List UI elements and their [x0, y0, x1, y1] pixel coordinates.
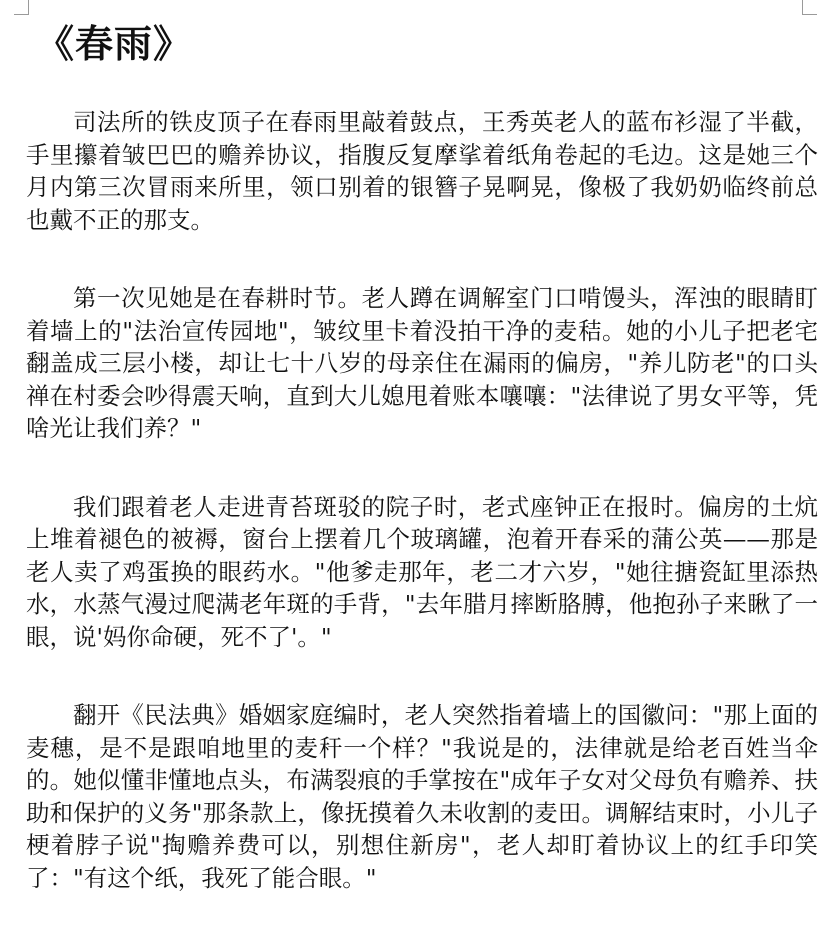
paragraph-4: 翻开《民法典》婚姻家庭编时，老人突然指着墙上的国徽问："那上面的麦穗，是不是跟咱地里的麦秆一个样？"我说是的，法律就是给老百姓当伞的。她似懂非懂地点头，布满裂痕的手掌按在"成年子女对父母负有赡养、扶助和保护的义务"那条款上，像抚摸着久未收割的麦田。调解结束时，小儿子梗着脖子说"掏赡养费可以，别想住新房"，老人却盯着协议上的红手印笑了："有这个纸，我死了能合眼。" — [26, 701, 818, 892]
document-title: 《春雨》 — [36, 22, 193, 66]
paragraph-2: 第一次见她是在春耕时节。老人蹲在调解室门口啃馒头，浑浊的眼睛盯着墙上的"法治宣传园地"，皱纹里卡着没拍干净的麦秸。她的小儿子把老宅翻盖成三层小楼，却让七十八岁的母亲住在漏雨的偏房，"养儿防老"的口头禅在村委会吵得震天响，直到大儿媳甩着账本嚷嚷："法律说了男女平等，凭啥光让我们养？" — [26, 284, 818, 442]
page-corner-mark-right — [802, 0, 817, 15]
paragraph-1: 司法所的铁皮顶子在春雨里敲着鼓点，王秀英老人的蓝布衫湿了半截，手里攥着皱巴巴的赡养协议，指腹反复摩挲着纸角卷起的毛边。这是她三个月内第三次冒雨来所里，领口别着的银簪子晃啊晃，像极了我奶奶临终前总也戴不正的那支。 — [26, 108, 818, 234]
page-corner-mark-left — [14, 0, 29, 15]
document-body — [26, 106, 818, 894]
paragraph-3: 我们跟着老人走进青苔斑驳的院子时，老式座钟正在报时。偏房的土炕上堆着褪色的被褥，窗台上摆着几个玻璃罐，泡着开春采的蒲公英——那是老人卖了鸡蛋换的眼药水。"他爹走那年，老二才六岁，"她往搪瓷缸里添热水，水蒸气漫过爬满老年斑的手背，"去年腊月摔断胳膊，他抱孙子来瞅了一眼，说'妈你命硬，死不了'。" — [26, 492, 818, 651]
